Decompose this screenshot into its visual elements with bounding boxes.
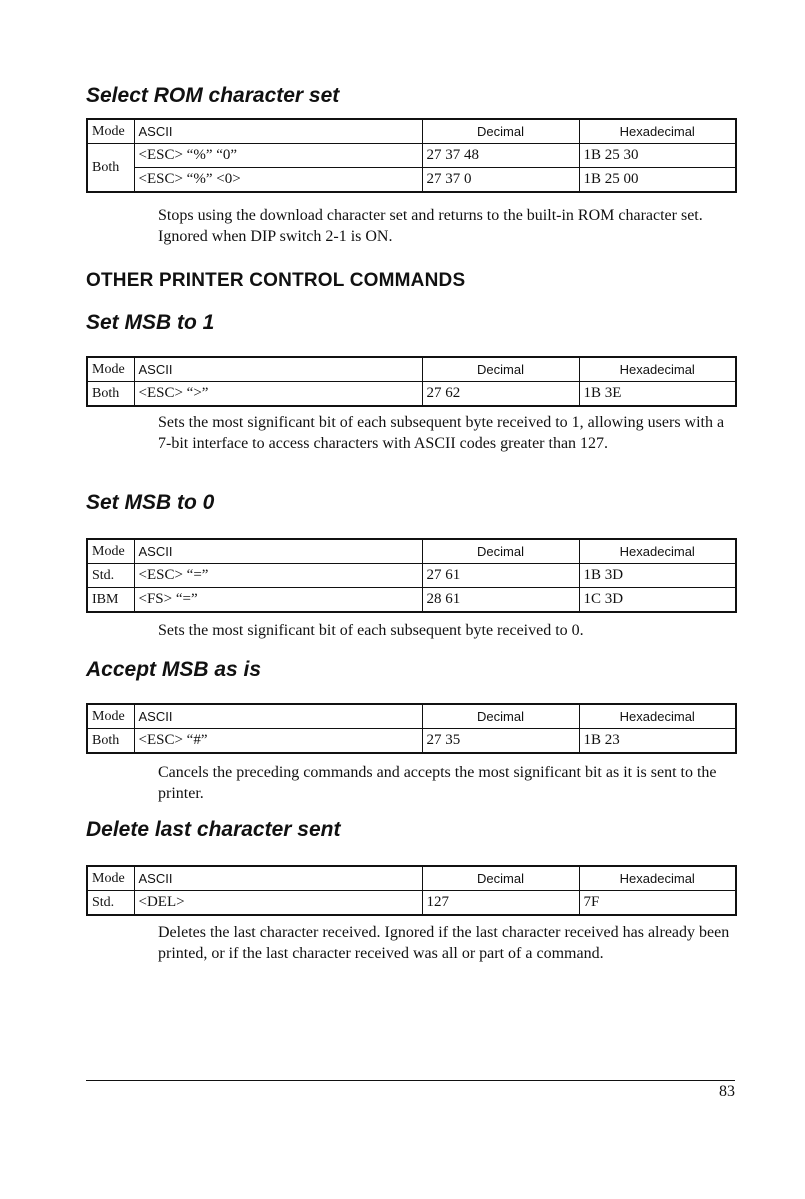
table-header-row [87,119,736,144]
section-description: Sets the most significant bit of each subsequent byte received to 0. [158,622,584,639]
header-hex: Hexadecimal [579,119,736,144]
cell-hex: 1B 25 00 [579,168,736,193]
header-decimal: Decimal [422,866,579,891]
header-mode: Mode [87,539,134,564]
header-ascii: ASCII [134,866,422,891]
section-title: Set MSB to 1 [86,311,215,334]
cell-ascii: <ESC> “%” “0” [134,144,422,168]
header-mode: Mode [87,119,134,144]
section-description: Deletes the last character received. Ignored if the last character received has already been printed, or if the last character received was all or part of a command. [158,924,730,962]
command-table [86,118,737,193]
header-hex: Hexadecimal [579,539,736,564]
header-mode: Mode [87,357,134,382]
header-ascii: ASCII [134,704,422,729]
cell-decimal: 27 35 [422,729,579,754]
table-row [87,144,736,168]
cell-mode: Both [87,144,134,193]
header-hex: Hexadecimal [579,704,736,729]
header-decimal: Decimal [422,357,579,382]
section-title: Select ROM character set [86,84,340,107]
cell-hex: 1C 3D [579,588,736,613]
cell-mode: Both [87,729,134,754]
cell-ascii: <DEL> [134,891,422,916]
header-ascii: ASCII [134,119,422,144]
cell-mode: IBM [87,588,134,613]
header-mode: Mode [87,704,134,729]
cell-ascii: <ESC> “=” [134,564,422,588]
table-header-row [87,704,736,729]
cell-ascii: <FS> “=” [134,588,422,613]
cell-decimal: 27 37 48 [422,144,579,168]
cell-hex: 1B 23 [579,729,736,754]
header-ascii: ASCII [134,357,422,382]
section-description: Stops using the download character set and returns to the built-in ROM character set. Ignored when DIP switch 2-1 is ON. [158,207,703,245]
page-number: 83 [719,1083,735,1100]
cell-mode: Std. [87,891,134,916]
header-decimal: Decimal [422,704,579,729]
cell-decimal: 127 [422,891,579,916]
header-ascii: ASCII [134,539,422,564]
group-heading: OTHER PRINTER CONTROL COMMANDS [86,270,466,291]
command-table [86,538,737,613]
table-row [87,891,736,916]
command-table [86,356,737,407]
section-description: Sets the most significant bit of each subsequent byte received to 1, allowing users with a 7-bit interface to access characters with ASCII codes greater than 127. [158,414,725,452]
section-title: Delete last character sent [86,818,341,841]
table-row [87,729,736,754]
table-header-row [87,357,736,382]
cell-mode: Both [87,382,134,407]
section-description: Cancels the preceding commands and accepts the most significant bit as it is sent to the printer. [158,764,717,802]
section-title: Set MSB to 0 [86,491,215,514]
table-row [87,564,736,588]
header-hex: Hexadecimal [579,357,736,382]
cell-hex: 7F [579,891,736,916]
cell-decimal: 27 37 0 [422,168,579,193]
cell-decimal: 28 61 [422,588,579,613]
command-table [86,865,737,916]
cell-mode: Std. [87,564,134,588]
header-decimal: Decimal [422,119,579,144]
cell-decimal: 27 61 [422,564,579,588]
cell-hex: 1B 3E [579,382,736,407]
cell-hex: 1B 3D [579,564,736,588]
table-header-row [87,866,736,891]
header-decimal: Decimal [422,539,579,564]
cell-ascii: <ESC> “#” [134,729,422,754]
table-row [87,588,736,613]
header-hex: Hexadecimal [579,866,736,891]
section-title: Accept MSB as is [86,658,262,681]
table-row [87,382,736,407]
footer-rule [86,1080,735,1081]
cell-ascii: <ESC> “%” <0> [134,168,422,193]
command-table [86,703,737,754]
table-row [87,168,736,193]
cell-decimal: 27 62 [422,382,579,407]
cell-ascii: <ESC> “>” [134,382,422,407]
header-mode: Mode [87,866,134,891]
table-header-row [87,539,736,564]
cell-hex: 1B 25 30 [579,144,736,168]
